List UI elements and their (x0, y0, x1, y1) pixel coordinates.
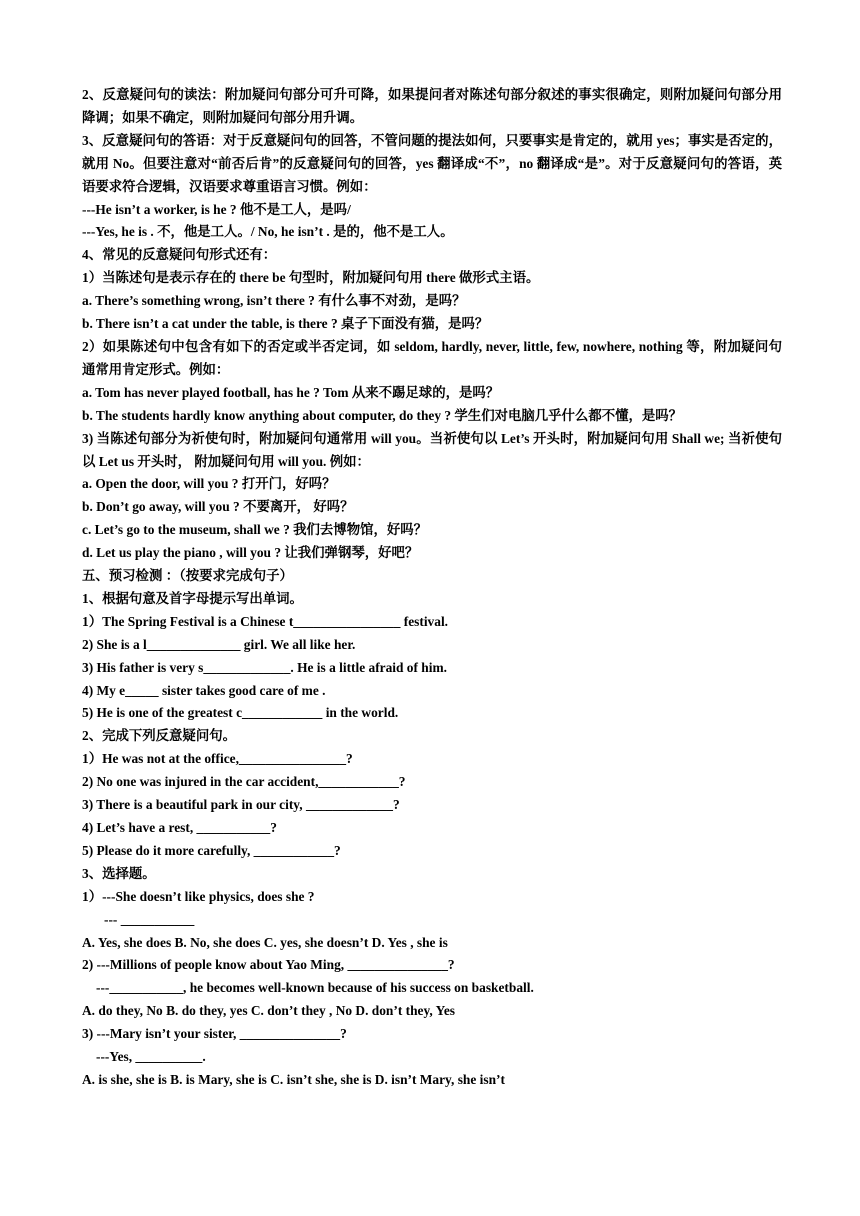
exercise-heading: 2、完成下列反意疑问句。 (82, 728, 236, 744)
example-line: d. Let us play the piano , will you ? 让我们弹钢琴，好吧？ (82, 545, 419, 561)
answer-options: A. do they, No B. do they, yes C. don’t they , No D. don’t they, Yes (82, 1003, 455, 1019)
example-line: b. Don’t go away, will you ? 不要离开， 好吗？ (82, 499, 354, 515)
section-heading: 4、常见的反意疑问句形式还有： (82, 247, 277, 263)
answer-options: A. is she, she is B. is Mary, she is C. isn’t she, she is D. isn’t Mary, she isn’t (82, 1071, 505, 1087)
example-line: a. Open the door, will you ? 打开门，好吗？ (82, 476, 336, 492)
exercise-item: 4) Let’s have a rest, ___________? (82, 820, 277, 835)
text-line: 3、反意疑问句的答语：对于反意疑问句的回答，不管问题的提法如何，只要事实是肯定的，就用 yes；事实是否定的，就用 No。但要注意对“前否后肯”的反意疑问句的回答，yes 翻译成“不”，no 翻译成“是”。对于反意疑问句的答语，英语要求符合逻辑，汉语要求尊重语言习惯。例如： (82, 132, 782, 194)
exercise-item: 1）He was not at the office,________________? (82, 751, 353, 767)
example-line: b. There isn’t a cat under the table, is there ? 桌子下面没有猫，是吗？ (82, 316, 489, 332)
answer-blank: --- ___________ (104, 911, 195, 927)
exercise-item: 5) Please do it more carefully, ____________? (82, 842, 341, 858)
text-line: ---He isn’t a worker, is he ? 他不是工人，是吗/ (82, 201, 351, 217)
answer-blank: ---___________, he becomes well-known because of his success on basketball. (96, 980, 534, 996)
exercise-heading: 3、选择题。 (82, 865, 156, 881)
exercise-item: 3) ---Mary isn’t your sister, _______________? (82, 1026, 347, 1042)
example-line: a. Tom has never played football, has he ? Tom 从来不踢足球的，是吗？ (82, 384, 500, 400)
example-line: c. Let’s go to the museum, shall we ? 我们去博物馆，好吗？ (82, 522, 428, 538)
answer-blank: ---Yes, __________. (96, 1049, 206, 1065)
exercise-item: 1）---She doesn’t like physics, does she ? (82, 888, 315, 904)
exercise-item: 2) She is a l______________ girl. We all like her. (82, 636, 356, 652)
exercise-heading: 1、根据句意及首字母提示写出单词。 (82, 590, 303, 606)
text-line: 2、反意疑问句的读法：附加疑问句部分可升可降，如果提问者对陈述句部分叙述的事实很确定，则附加疑问句部分用降调；如果不确定，则附加疑问句部分用升调。 (82, 87, 782, 125)
exercise-item: 2) ---Millions of people know about Yao Ming, _______________? (82, 957, 455, 973)
exercise-item: 5) He is one of the greatest c____________ in the world. (82, 705, 399, 721)
example-line: b. The students hardly know anything about computer, do they ? 学生们对电脑几乎什么都不懂，是吗？ (82, 407, 683, 423)
text-line: 1）当陈述句是表示存在的 there be 句型时，附加疑问句用 there 做形式主语。 (82, 270, 540, 286)
example-line: a. There’s something wrong, isn’t there ? 有什么事不对劲，是吗？ (82, 293, 466, 309)
exercise-item: 2) No one was injured in the car accident,____________? (82, 774, 406, 790)
answer-options: A. Yes, she does B. No, she does C. yes, she doesn’t D. Yes , she is (82, 934, 448, 950)
text-line: 2）如果陈述句中包含有如下的否定或半否定词，如 seldom, hardly, never, little, few, nowhere, nothing 等，附加疑问句通常用肯定形式。例如： (82, 338, 782, 377)
section-heading: 五、预习检测 ：（按要求完成句子） (82, 568, 293, 584)
exercise-item: 3) His father is very s_____________. He is a little afraid of him. (82, 659, 447, 675)
text-line: 3) 当陈述句部分为祈使句时，附加疑问句通常用 will you。当祈使句以 Let’s 开头时，附加疑问句用 Shall we; 当祈使句以 Let us 开头时， 附加疑问句用 will you. 例如： (82, 430, 782, 469)
exercise-item: 4) My e_____ sister takes good care of me . (82, 682, 326, 698)
text-line: ---Yes, he is . 不，他是工人。/ No, he isn’t . 是的，他不是工人。 (82, 224, 454, 240)
exercise-item: 3) There is a beautiful park in our city, _____________? (82, 797, 400, 813)
document-page (82, 84, 782, 1092)
exercise-item: 1）The Spring Festival is a Chinese t________________ festival. (82, 613, 449, 629)
